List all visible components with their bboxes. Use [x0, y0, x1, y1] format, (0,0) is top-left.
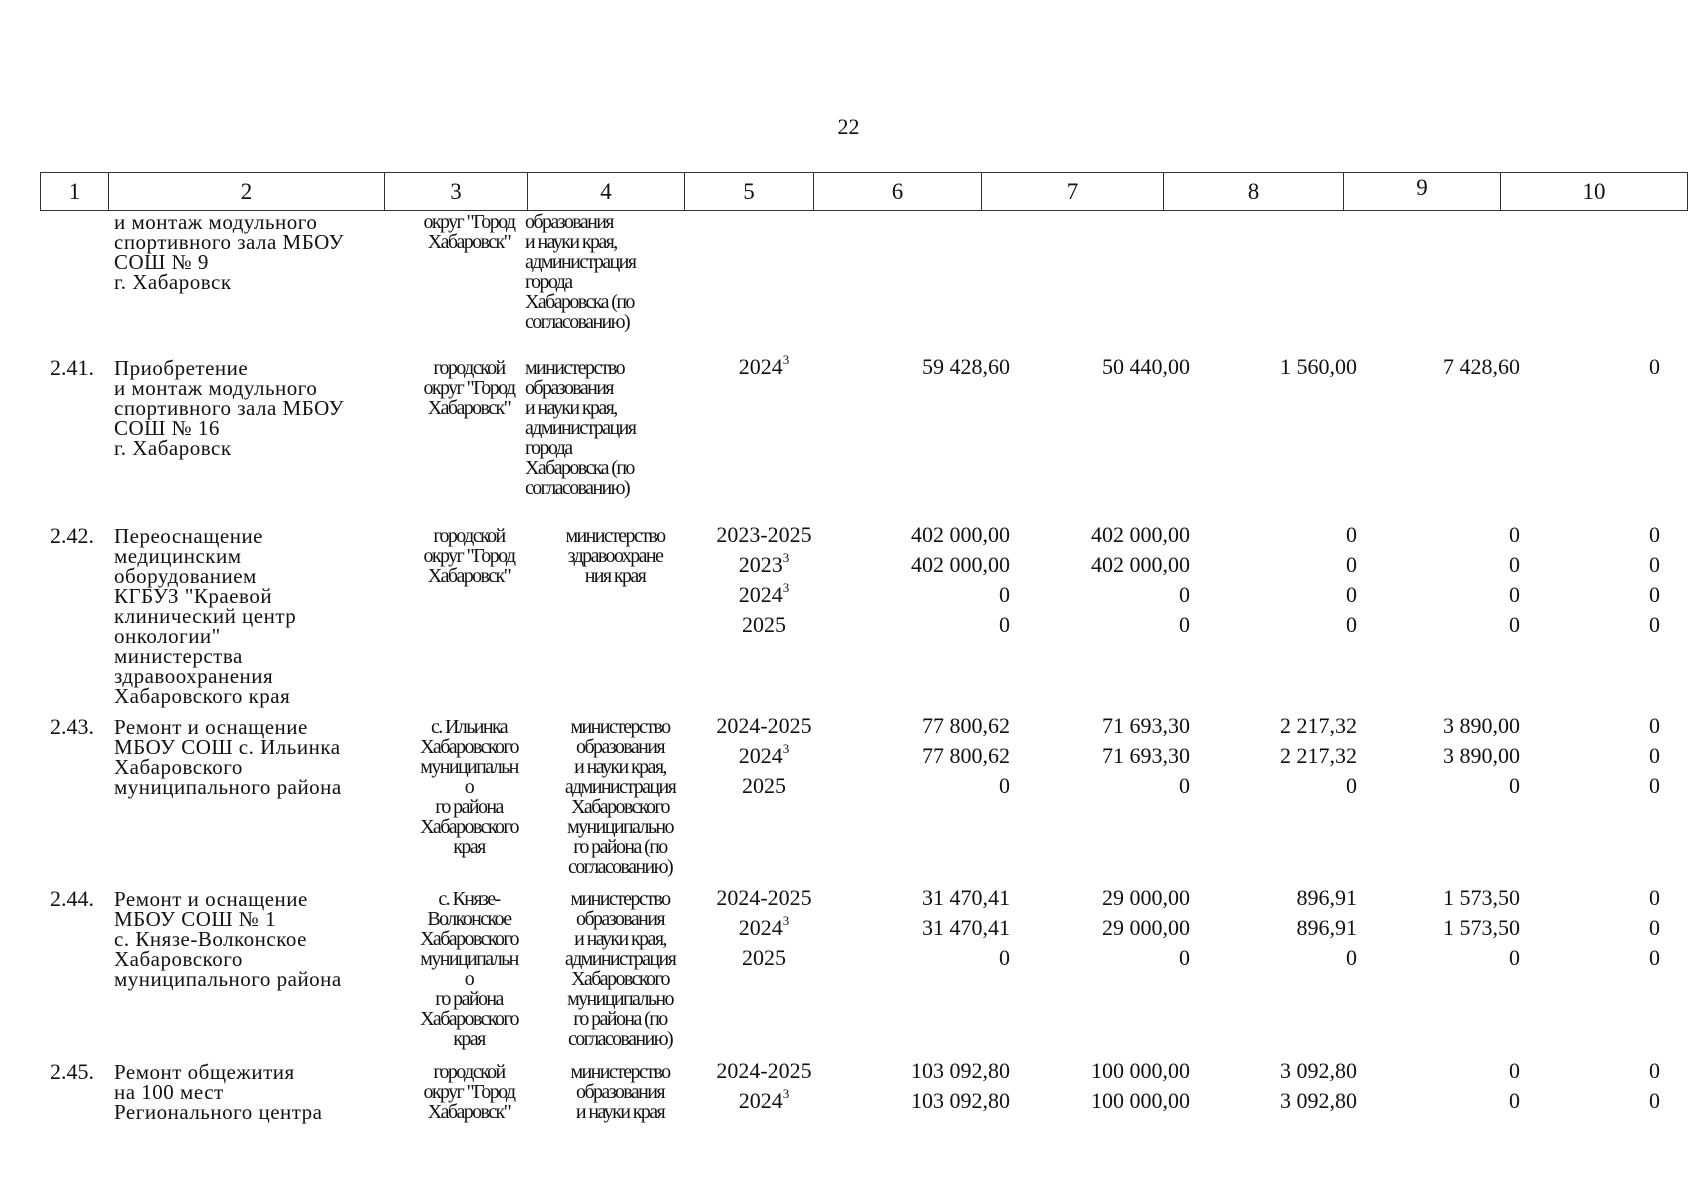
col-10-values: 0 0 0 0 [1649, 522, 1660, 637]
item-location: с. Ильинка Хабаровского муниципальн о го района Хабаровского края [420, 716, 518, 858]
item-location: городской округ "Город Хабаровск" [423, 525, 515, 587]
year-cell: 2025 [742, 945, 786, 970]
col-7-values: 100 000,00 100 000,00 [1091, 1058, 1190, 1113]
year-cell: 2024$^3$ [738, 580, 790, 607]
year-cell: 2024-2025 [716, 885, 812, 910]
total-column: 59 428,60 [922, 354, 1010, 379]
col-9-values: 0 0 [1509, 1058, 1520, 1113]
header-col-9: 9 [1344, 173, 1501, 210]
item-location: городской округ "Город Хабаровск" [423, 1061, 515, 1123]
years-column [694, 1056, 834, 1116]
item-name: Переоснащение медицинским оборудованием КГБУЗ "Краевой клинический центр онкологии" министерства здравоохранения Хабаровского края [114, 524, 297, 708]
item-number: 2.41. [50, 355, 94, 380]
header-col-5: 5 [685, 173, 814, 210]
year-cell: 2024$^3$ [738, 352, 790, 379]
item-number: 2.43. [50, 714, 94, 739]
col-9-values: 0 0 0 0 [1509, 522, 1520, 637]
total-column: 402 000,00 402 000,00 0 0 [911, 522, 1010, 637]
col-9-values: 1 573,50 1 573,50 0 [1443, 885, 1520, 970]
years-column [694, 711, 834, 801]
item-name: Приобретение и монтаж модульного спортивного зала МБОУ СОШ № 16 г. Хабаровск [114, 356, 344, 460]
col-9-values: 7 428,60 [1443, 354, 1520, 379]
item-responsible: образования и науки края, администрация города Хабаровска (по согласованию) [525, 211, 636, 333]
header-col-1: 1 [41, 173, 109, 210]
years-column [694, 352, 834, 382]
year-cell: 2024$^3$ [738, 913, 790, 940]
table-header [40, 172, 1688, 211]
col-10-values: 0 0 0 [1649, 713, 1660, 798]
total-column: 77 800,62 77 800,62 0 [922, 713, 1010, 798]
item-location: округ "Город Хабаровск" [423, 211, 515, 253]
header-col-4: 4 [528, 173, 685, 210]
header-col-2: 2 [109, 173, 385, 210]
year-cell: 2024-2025 [716, 1058, 812, 1083]
item-name: Ремонт общежития на 100 мест Регионального центра [114, 1060, 323, 1124]
year-cell: 2023-2025 [716, 522, 812, 547]
col-9-values: 3 890,00 3 890,00 0 [1443, 713, 1520, 798]
year-cell: 2024$^3$ [738, 1086, 790, 1113]
item-name: Ремонт и оснащение МБОУ СОШ № 1 с. Князе-Волконское Хабаровского муниципального района [114, 887, 342, 991]
item-responsible: министерство образования и науки края, администрация Хабаровского муниципально го района (по согласованию) [564, 888, 676, 1050]
item-name: и монтаж модульного спортивного зала МБОУ СОШ № 9 г. Хабаровск [114, 210, 344, 294]
col-7-values: 71 693,30 71 693,30 0 [1102, 713, 1190, 798]
year-cell: 2024-2025 [716, 713, 812, 738]
col-10-values: 0 0 0 [1649, 885, 1660, 970]
col-10-values: 0 [1649, 354, 1660, 379]
item-location: городской округ "Город Хабаровск" [423, 357, 515, 419]
col-10-values: 0 0 [1649, 1058, 1660, 1113]
col-8-values: 1 560,00 [1280, 354, 1357, 379]
item-number: 2.42. [50, 523, 94, 548]
header-col-3: 3 [385, 173, 528, 210]
item-responsible: министерство образования и науки края, администрация города Хабаровска (по согласованию) [525, 357, 636, 499]
item-responsible: министерство здравоохране ния края [565, 525, 665, 587]
col-7-values: 50 440,00 [1102, 354, 1190, 379]
col-8-values: 896,91 896,91 0 [1296, 885, 1357, 970]
years-column [694, 520, 834, 640]
page-number: 22 [837, 114, 860, 139]
col-7-values: 29 000,00 29 000,00 0 [1102, 885, 1190, 970]
item-name: Ремонт и оснащение МБОУ СОШ с. Ильинка Хабаровского муниципального района [114, 715, 342, 799]
col-7-values: 402 000,00 402 000,00 0 0 [1091, 522, 1190, 637]
header-col-10: 10 [1582, 179, 1606, 204]
total-column: 103 092,80 103 092,80 [911, 1058, 1010, 1113]
total-column: 31 470,41 31 470,41 0 [922, 885, 1010, 970]
item-responsible: министерство образования и науки края [570, 1061, 670, 1123]
col-8-values: 2 217,32 2 217,32 0 [1280, 713, 1357, 798]
item-responsible: министерство образования и науки края, администрация Хабаровского муниципально го района (по согласованию) [564, 716, 676, 878]
year-cell: 2024$^3$ [738, 741, 790, 768]
item-number: 2.45. [50, 1059, 94, 1084]
item-location: с. Князе- Волконское Хабаровского муниципальн о го района Хабаровского края [420, 888, 518, 1050]
years-column [694, 883, 834, 973]
header-col-6: 6 [814, 173, 982, 210]
year-cell: 2023$^3$ [738, 550, 790, 577]
year-cell: 2025 [742, 612, 786, 637]
header-col-8: 8 [1164, 173, 1344, 210]
header-col-7: 7 [982, 173, 1164, 210]
col-8-values: 3 092,80 3 092,80 [1280, 1058, 1357, 1113]
item-number: 2.44. [50, 886, 94, 911]
col-8-values: 0 0 0 0 [1346, 522, 1357, 637]
year-cell: 2025 [742, 773, 786, 798]
